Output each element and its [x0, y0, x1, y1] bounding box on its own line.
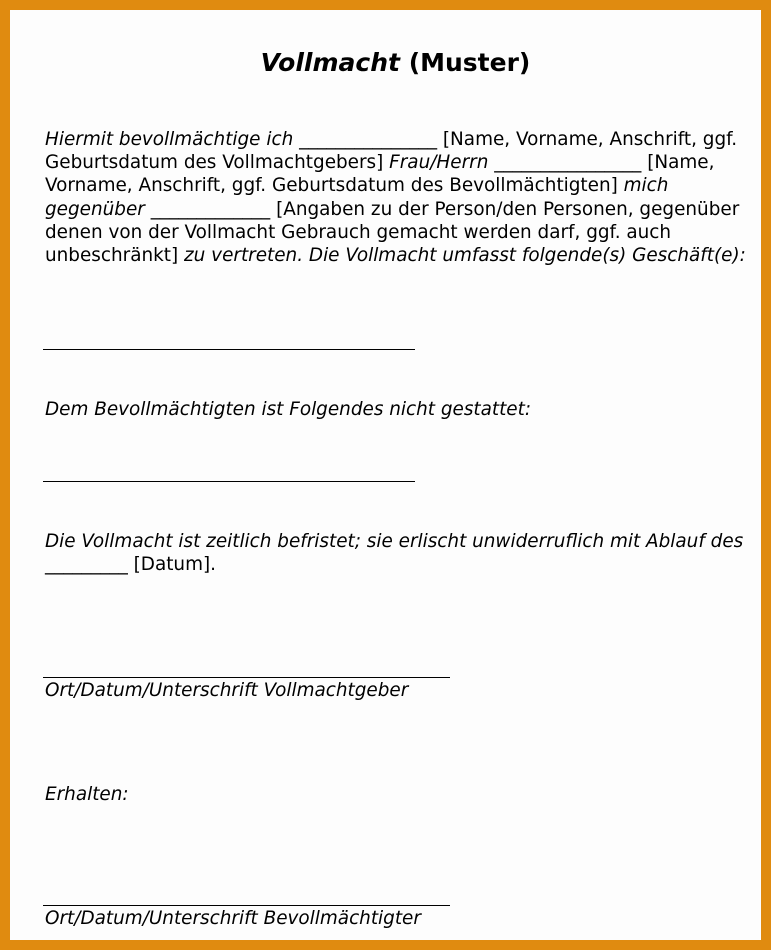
limitation-paragraph: [45, 530, 755, 576]
blank-line-business: [43, 349, 415, 350]
limitation-part2: [Datum].: [127, 554, 217, 576]
blank-line-not-permitted: [43, 481, 415, 482]
not-permitted-text: Dem Bevollmächtigten ist Folgendes nicht gestattet:: [45, 399, 532, 420]
para1-part1: Hiermit bevollmächtige ich: [45, 129, 294, 150]
document-title: [10, 48, 771, 77]
para1-part5: mich gegenüber: [45, 175, 669, 220]
para1-part7: zu vertreten. Die Vollmacht umfasst folgende(s) Geschäft(e):: [184, 245, 746, 267]
blank-grantor: _______________: [299, 129, 438, 150]
para1-part6: [Angaben zu der Person/den Personen, gegenüber denen von der Vollmacht Gebrauch gemacht werden darf, ggf. auch unbeschränkt]: [45, 198, 740, 267]
received-label: Erhalten:: [45, 784, 129, 805]
blank-date: _________: [45, 554, 128, 576]
signature-label-grantor: Ort/Datum/Unterschrift Vollmachtgeber: [45, 680, 409, 701]
signature-label-attorney: Ort/Datum/Unterschrift Bevollmächtigter: [45, 908, 421, 929]
signature-line-grantor: [43, 677, 450, 678]
title-italic: Vollmacht: [260, 48, 400, 77]
para1-part2: [Name, Vorname, Anschrift, ggf. Geburtsdatum des Vollmachtgebers]: [45, 129, 738, 174]
limitation-part1: Die Vollmacht ist zeitlich befristet; sie erlischt unwiderruflich mit Ablauf des: [45, 531, 744, 552]
authorization-paragraph: [45, 128, 755, 267]
blank-persons: _____________: [144, 198, 271, 220]
title-rest: (Muster): [399, 48, 531, 77]
signature-line-attorney: [43, 905, 450, 906]
para1-part3: Frau/Herrn: [389, 152, 489, 174]
blank-attorney: ________________: [488, 152, 642, 174]
para1-part4: [Name, Vorname, Anschrift, ggf. Geburtsdatum des Bevollmächtigten]: [45, 152, 715, 197]
